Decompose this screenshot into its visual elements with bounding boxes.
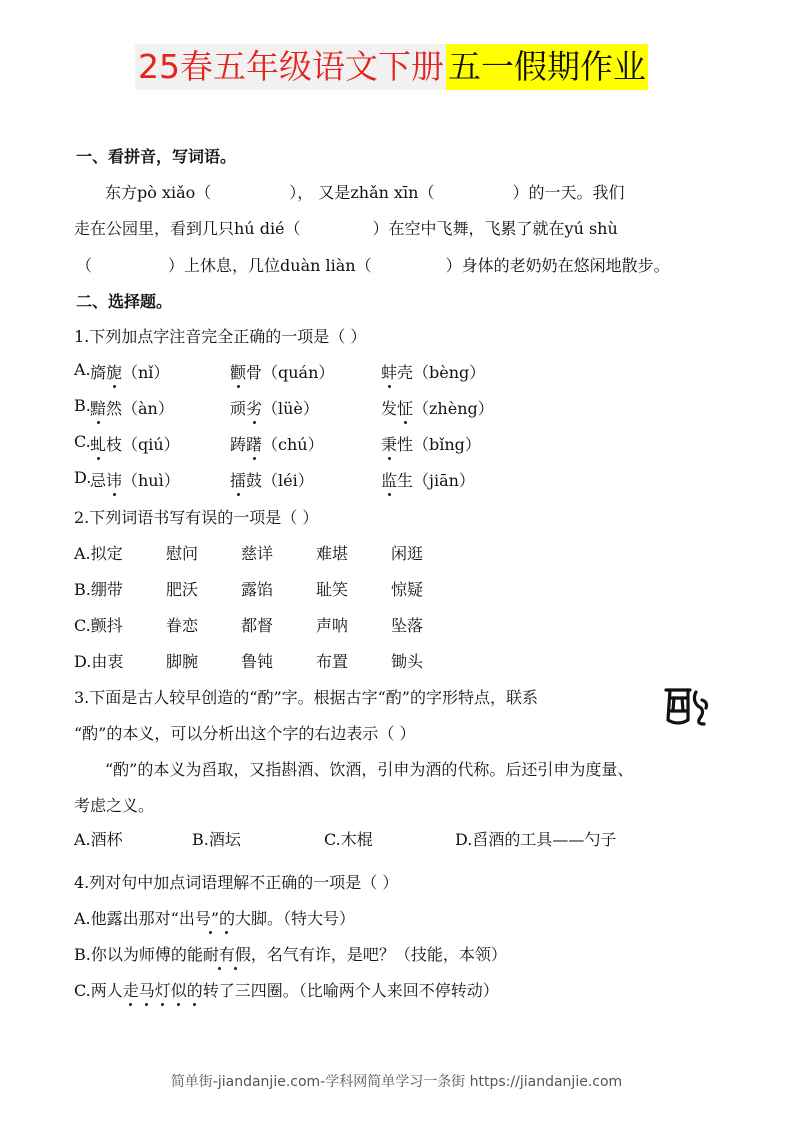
q2-word: 慰问 (166, 544, 199, 563)
q2-word: 耻笑 (316, 580, 349, 599)
line3-seg2: ）上休息，几位duàn liàn（ (168, 256, 372, 275)
q3-stem-line2: “酌”的本义，可以分析出这个字的右边表示（ ） (74, 724, 416, 743)
q2-word: 坠落 (391, 616, 424, 635)
q1-option-label[interactable]: B. (74, 396, 91, 415)
q1-option-label[interactable]: C. (74, 432, 91, 451)
q3-option-c[interactable]: C.木棍 (324, 830, 373, 849)
line2-seg1: 走在公园里，看到几只hú dié（ (74, 219, 301, 238)
q1-word: 颧骨（quán） (230, 363, 335, 382)
q1-word: 虬枝（qiú） (90, 435, 180, 454)
title-part-red: 25春五年级语文下册 (135, 44, 446, 90)
line2-seg2: ）在空中飞舞，飞累了就在yú shù (372, 219, 618, 238)
q2-word: 鲁钝 (241, 652, 274, 671)
q1-word: 擂鼓（léi） (230, 471, 314, 490)
pinyin-line-1 (105, 180, 625, 203)
title-part-highlight: 五一假期作业 (446, 44, 648, 90)
q2-word: 都督 (241, 616, 274, 635)
q1-word: 黯然（àn） (90, 399, 174, 418)
q4-option-c[interactable]: C.两人走马灯似的转了三四圈。（比喻两个人来回不停转动） (74, 981, 499, 1000)
ancient-zhuo-glyph-icon (660, 680, 714, 730)
ancient-character-image (660, 680, 714, 730)
q2-word[interactable]: B.绷带 (74, 580, 123, 599)
q1-word: 旖旎（nǐ） (90, 363, 170, 382)
q1-option-label[interactable]: D. (74, 468, 92, 487)
q1-stem: 1.下列加点字注音完全正确的一项是（ ） (74, 327, 367, 346)
section1-heading: 一、看拼音，写词语。 (76, 147, 237, 166)
q2-stem: 2.下列词语书写有误的一项是（ ） (74, 508, 319, 527)
q2-word: 慈详 (241, 544, 274, 563)
q2-word: 闲逛 (391, 544, 424, 563)
section2-heading: 二、选择题。 (76, 292, 173, 311)
q2-word[interactable]: C.颤抖 (74, 616, 123, 635)
q1-word: 踌躇（chú） (230, 435, 324, 454)
q3-stem-line1: 3.下面是古人较早创造的“酌”字。根据古字“酌”的字形特点，联系 (74, 688, 538, 707)
document-title (135, 44, 648, 90)
q4-option-b[interactable]: B.你以为师傅的能耐有假，名气有诈，是吧？（技能，本领） (74, 945, 507, 964)
q1-word: 忌讳（huì） (90, 471, 180, 490)
q1-word: 秉性（bǐng） (381, 435, 481, 454)
q1-option-label[interactable]: A. (74, 360, 91, 379)
q2-word: 布置 (316, 652, 349, 671)
q2-word: 难堪 (316, 544, 349, 563)
page-footer: 简单街-jiandanjie.com-学科网简单学习一条街 https://jiandanjie.com (170, 1074, 623, 1090)
q3-option-d[interactable]: D.舀酒的工具——勺子 (455, 830, 617, 849)
line1-seg3: ）的一天。我们 (512, 183, 625, 202)
q1-word: 监生（jiān） (381, 471, 475, 490)
q2-word: 锄头 (391, 652, 424, 671)
q3-option-a[interactable]: A.酒杯 (74, 830, 123, 849)
q2-word: 眷恋 (166, 616, 199, 635)
q3-paragraph-line2: 考虑之义。 (74, 796, 155, 815)
q2-word[interactable]: A.拟定 (74, 544, 123, 563)
q4-option-a[interactable]: A.他露出那对“出号”的大脚。（特大号） (74, 909, 356, 928)
pinyin-line-2 (74, 216, 618, 239)
q2-word[interactable]: D.由衷 (74, 652, 124, 671)
line3-seg1: （ (76, 256, 93, 275)
q2-word: 惊疑 (391, 580, 424, 599)
pinyin-line-3 (76, 253, 670, 276)
line1-seg2: ）， 又是zhǎn xīn（ (289, 183, 435, 202)
q3-paragraph-line1: “酌”的本义为舀取，又指斟酒、饮酒，引申为酒的代称。后还引申为度量、 (105, 760, 634, 779)
q1-word: 顽劣（lüè） (230, 399, 319, 418)
q2-word: 脚腕 (166, 652, 199, 671)
q3-option-b[interactable]: B.酒坛 (192, 830, 241, 849)
q2-word: 肥沃 (166, 580, 199, 599)
q1-word: 蚌壳（bèng） (381, 363, 486, 382)
q1-word: 发怔（zhèng） (381, 399, 494, 418)
q2-word: 声呐 (316, 616, 349, 635)
line1-seg1: 东方pò xiǎo（ (105, 183, 212, 202)
q4-stem: 4.列对句中加点词语理解不正确的一项是（ ） (74, 873, 399, 892)
q2-word: 露馅 (241, 580, 274, 599)
line3-seg3: ）身体的老奶奶在悠闲地散步。 (445, 256, 670, 275)
